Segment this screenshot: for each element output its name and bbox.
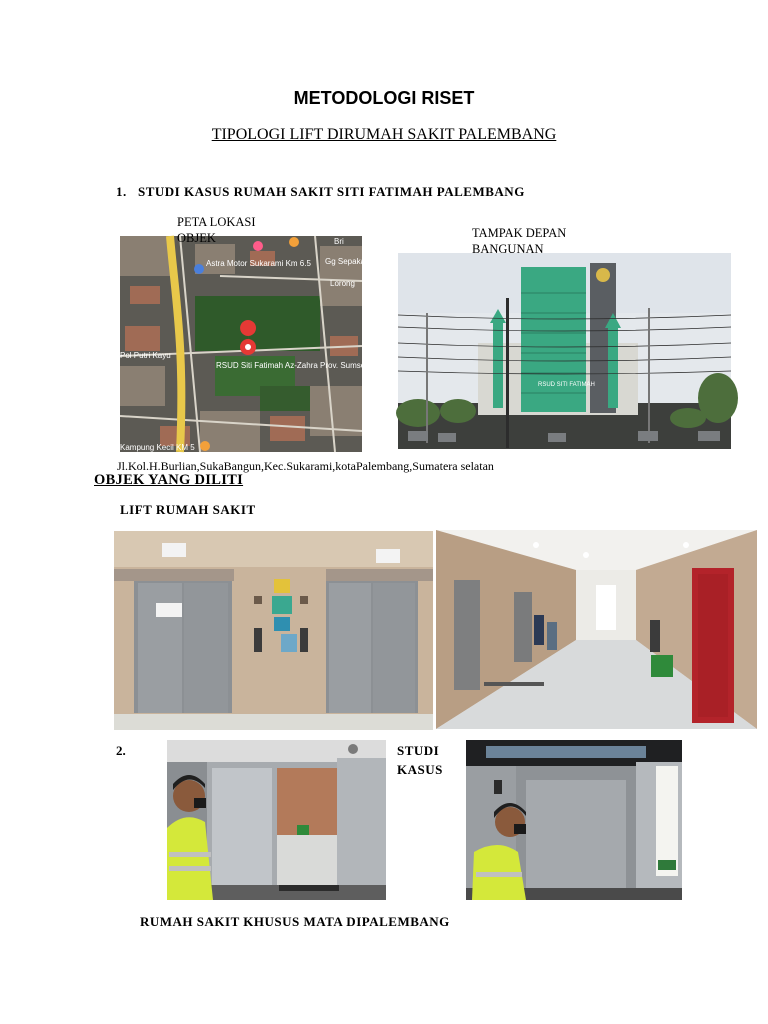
location-map-image — [120, 236, 368, 452]
map-label-astra: Astra Motor Sukarami Km 6.5 — [206, 259, 311, 268]
map-label-bottom: Kampung Kecil KM 5 — [120, 443, 195, 452]
lift-lobby-photo — [114, 531, 433, 730]
building-sign: RSUD SITI FATIMAH — [538, 382, 595, 388]
case-study-2-label: STUDI KASUS — [397, 743, 443, 777]
page-title: METODOLOGI RISET — [293, 88, 475, 108]
case-study-1-heading — [116, 184, 525, 200]
address-text: Jl.Kol.H.Burlian,SukaBangun,Kec.Sukarami,kotaPalembang,Sumatera selatan — [117, 459, 494, 473]
map-caption: PETA LOKASI OBJEK — [177, 215, 256, 245]
corridor-photo — [436, 530, 757, 729]
research-object-heading: OBJEK YANG DILITI — [94, 472, 244, 488]
hospital-lift-label: LIFT RUMAH SAKIT — [120, 502, 256, 517]
case-study-1-number: 1. — [116, 184, 127, 199]
case-study-2-number: 2. — [116, 743, 126, 758]
case-study-1-label: STUDI KASUS RUMAH SAKIT SITI FATIMAH PALEMBANG — [138, 184, 525, 199]
building-front-photo — [398, 253, 731, 449]
case-study-2-title: RUMAH SAKIT KHUSUS MATA DIPALEMBANG — [140, 914, 450, 929]
map-label-bridge: Bri — [334, 237, 344, 246]
map-label-gang: Gg Sepakat — [325, 257, 368, 266]
elevator-interior-photo-1 — [167, 740, 386, 900]
elevator-interior-photo-2 — [466, 740, 682, 900]
poi-marker-icon — [194, 264, 204, 274]
front-view-caption: TAMPAK DEPAN BANGUNAN — [472, 226, 567, 256]
poi-marker-icon — [289, 237, 299, 247]
map-label-rsud: RSUD Siti Fatimah Az-Zahra Prov. Sumsel — [216, 361, 368, 370]
page-subtitle: TIPOLOGI LIFT DIRUMAH SAKIT PALEMBANG — [211, 126, 557, 143]
map-label-putri-kayu: Pol Putri Kayu — [120, 351, 171, 360]
poi-marker-icon — [200, 441, 210, 451]
map-label-lorong: Lorong — [330, 279, 355, 288]
